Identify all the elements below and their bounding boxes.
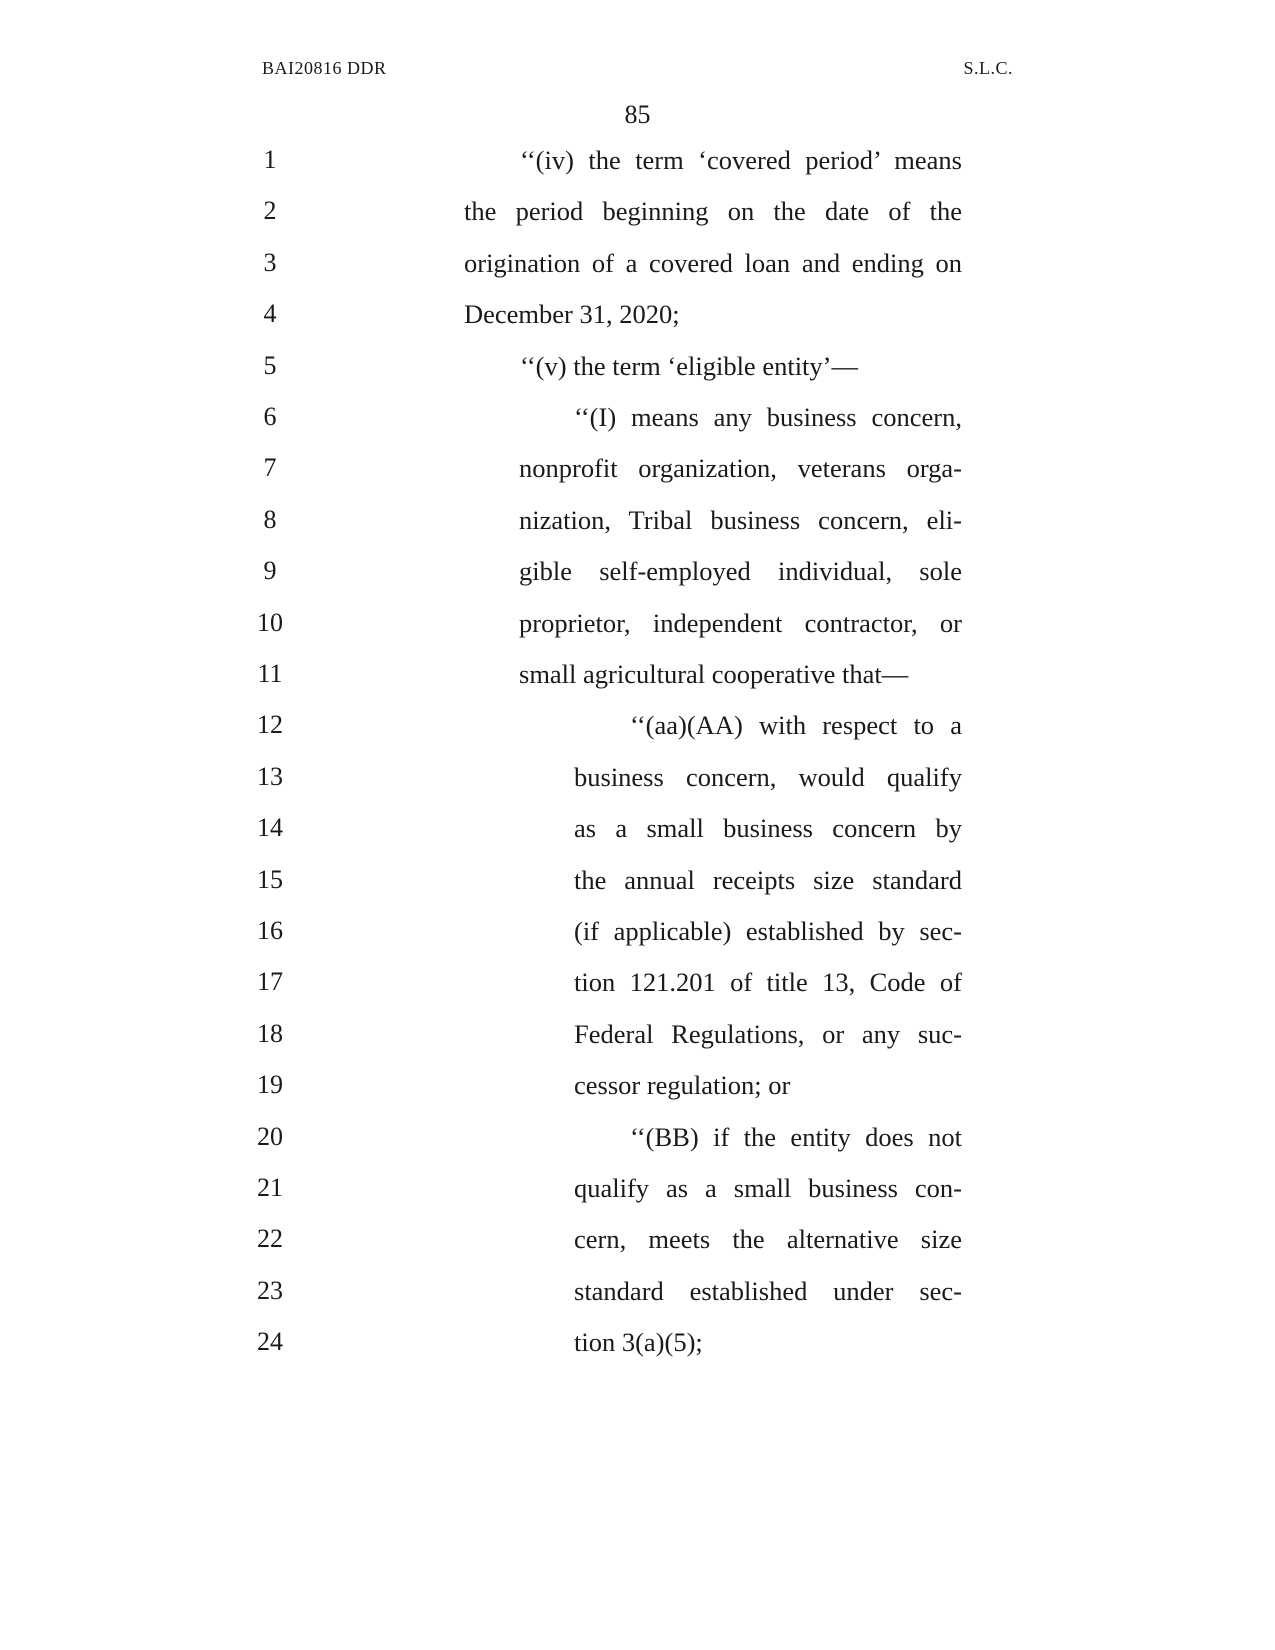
line-number: 11: [257, 659, 283, 688]
line-number: 18: [257, 1018, 283, 1048]
line-number: 20: [257, 1121, 283, 1151]
bill-text-line: (if applicable) established by sec-: [574, 916, 962, 946]
bill-text-line: origination of a covered loan and ending on: [464, 247, 962, 278]
line-number: 3: [263, 247, 277, 277]
bill-text-line: ‘‘(I) means any business concern,: [574, 402, 962, 432]
line-number: 17: [257, 967, 283, 997]
line-number: 23: [257, 1275, 283, 1305]
line-number: 15: [257, 864, 283, 894]
bill-text-line: proprietor, independent contractor, or: [519, 607, 962, 638]
bill-text-line: ‘‘(BB) if the entity does not: [630, 1121, 962, 1152]
bill-text-line: tion 3(a)(5);: [574, 1327, 703, 1358]
line-number: 5: [263, 350, 277, 380]
line-number: 19: [257, 1070, 283, 1100]
bill-text-line: tion 121.201 of title 13, Code of: [574, 967, 962, 998]
bill-text-line: standard established under sec-: [574, 1275, 962, 1306]
bill-text-line: gible self-employed individual, sole: [519, 556, 962, 587]
bill-text-line: ‘‘(v) the term ‘eligible entity’—: [520, 350, 858, 381]
bill-text-line: business concern, would qualify: [574, 761, 962, 792]
bill-text-line: cern, meets the alternative size: [574, 1224, 962, 1255]
line-number: 9: [263, 556, 277, 586]
bill-text-line: nization, Tribal business concern, eli-: [519, 504, 962, 535]
line-number: 14: [257, 813, 283, 843]
line-number: 8: [263, 504, 277, 534]
document-id: BAI20816 DDR: [262, 58, 387, 78]
line-number: 10: [257, 607, 283, 637]
line-number: 22: [257, 1224, 283, 1254]
bill-text-line: the period beginning on the date of the: [464, 196, 962, 227]
bill-text-line: as a small business concern by: [574, 813, 962, 844]
page-number: 85: [624, 100, 651, 129]
line-number: 1: [263, 145, 277, 174]
line-number: 4: [263, 299, 277, 329]
line-number: 16: [257, 916, 283, 945]
line-number: 12: [257, 710, 283, 740]
bill-text-line: ‘‘(iv) the term ‘covered period’ means: [520, 145, 962, 175]
bill-text-line: Federal Regulations, or any suc-: [574, 1018, 962, 1049]
bill-text-line: small agricultural cooperative that—: [519, 659, 909, 689]
bill-text-line: nonprofit organization, veterans orga-: [519, 453, 962, 484]
bill-text-line: December 31, 2020;: [464, 299, 680, 330]
bill-text-line: ‘‘(aa)(AA) with respect to a: [630, 710, 962, 741]
line-number: 7: [263, 453, 277, 483]
line-number: 13: [257, 761, 283, 791]
bill-text-line: qualify as a small business con-: [574, 1173, 962, 1203]
line-number: 21: [257, 1173, 283, 1202]
office-code: S.L.C.: [963, 58, 1013, 78]
bill-text-line: the annual receipts size standard: [574, 864, 962, 895]
line-number: 2: [263, 196, 277, 226]
bill-text-line: cessor regulation; or: [574, 1070, 791, 1101]
line-number: 24: [257, 1327, 283, 1357]
line-number: 6: [263, 402, 277, 431]
